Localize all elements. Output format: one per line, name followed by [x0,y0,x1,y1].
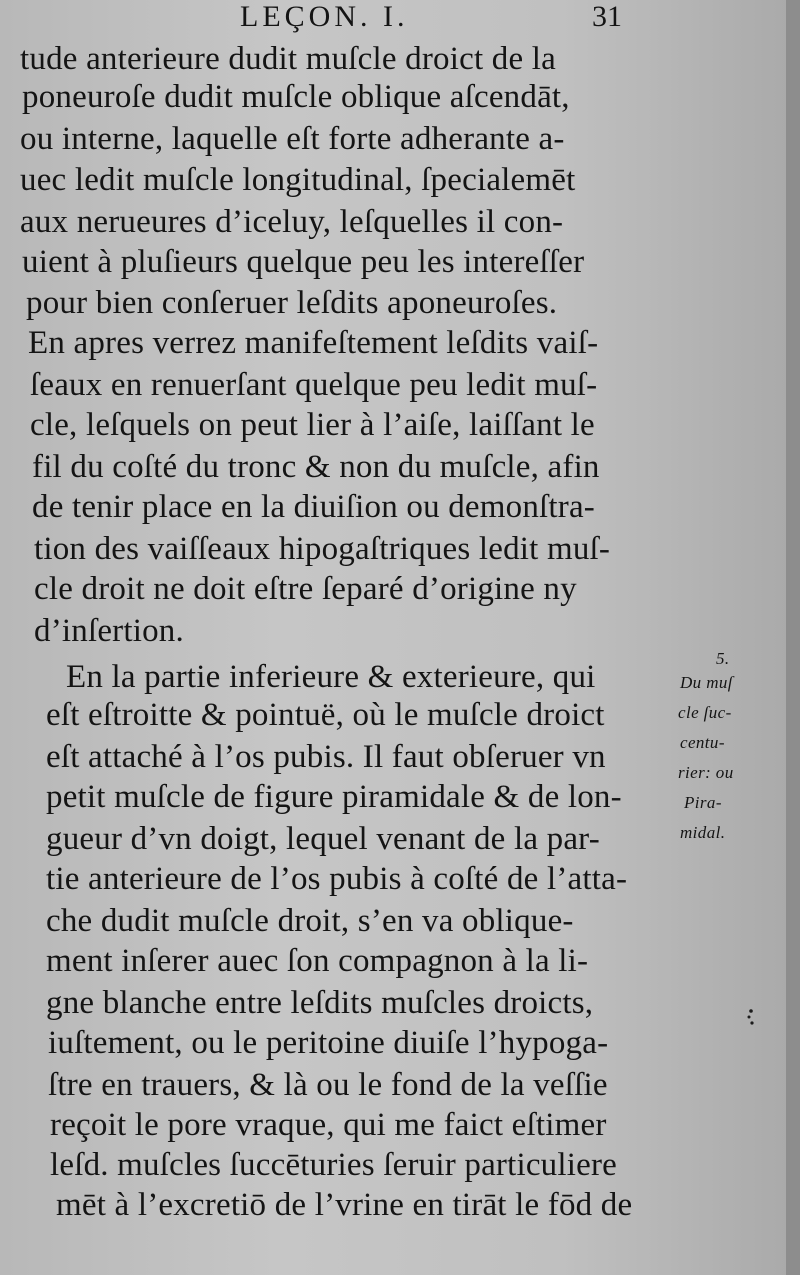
text-line: fil du coſté du tronc & non du muſcle, afin [32,449,600,485]
text-line: iuſtement, ou le peritoine diuiſe l’hypoga- [48,1025,609,1061]
text-line: ou interne, laquelle eſt forte adherante a- [20,121,565,157]
text-line: de tenir place en la diuiſion ou demonſtra- [32,489,595,525]
text-line: aux nerueures d’iceluy, leſquelles il con- [20,204,564,240]
page-number: 31 [592,0,622,33]
text-line: leſd. muſcles ſuccēturies ſeruir particuliere [50,1147,618,1183]
text-line: che dudit muſcle droit, s’en va oblique- [46,903,574,939]
text-line: tie anterieure de l’os pubis à coſté de l’atta- [46,861,628,897]
text-line: gueur d’vn doigt, lequel venant de la par- [46,821,600,857]
margin-note-line: centu- [680,733,725,752]
margin-note-line: 5. [716,649,730,668]
text-line: cle droit ne doit eſtre ſeparé d’origine ny [34,571,577,607]
text-line: eſt attaché à l’os pubis. Il faut obſeruer vn [46,739,606,775]
text-line: tude anterieure dudit muſcle droict de la [20,41,556,77]
text-line: uec ledit muſcle longitudinal, ſpecialemēt [20,162,576,198]
text-line: ment inſerer auec ſon compagnon à la li- [46,943,589,979]
text-line: mēt à l’excretiō de l’vrine en tirāt le fōd de [56,1187,633,1223]
text-line: d’inſertion. [34,613,184,649]
margin-note-line: rier: ou [678,763,734,782]
text-line: poneuroſe dudit muſcle oblique aſcendāt, [22,79,570,115]
text-line: ſtre en trauers, & là ou le fond de la veſſie [48,1067,608,1103]
text-line: reçoit le pore vraque, qui me faict eſtimer [50,1107,607,1143]
text-line: En apres verrez manifeſtement leſdits vaiſ- [28,325,599,361]
text-line: En la partie inferieure & exterieure, qui [66,659,596,695]
text-line: gne blanche entre leſdits muſcles droicts, [46,985,594,1021]
text-line: pour bien conſeruer leſdits aponeuroſes. [26,285,558,321]
text-line: tion des vaiſſeaux hipogaſtriques ledit muſ- [34,531,611,567]
margin-note-line: Pira- [684,793,722,812]
running-title: LEÇON. I. [240,0,409,33]
printer-mark-icon [745,1008,757,1030]
margin-note-line: Du muſ [680,673,733,692]
margin-note-line: cle ſuc- [678,703,732,722]
margin-note-line: midal. [680,823,726,842]
text-line: eſt eſtroitte & pointuë, où le muſcle droict [46,697,605,733]
text-line: petit muſcle de figure piramidale & de lon- [46,779,622,815]
text-line: cle, leſquels on peut lier à l’aiſe, laiſſant le [30,407,595,443]
text-line: uient à pluſieurs quelque peu les intereſſer [22,244,585,280]
text-line: ſeaux en renuerſant quelque peu ledit muſ- [30,367,598,403]
